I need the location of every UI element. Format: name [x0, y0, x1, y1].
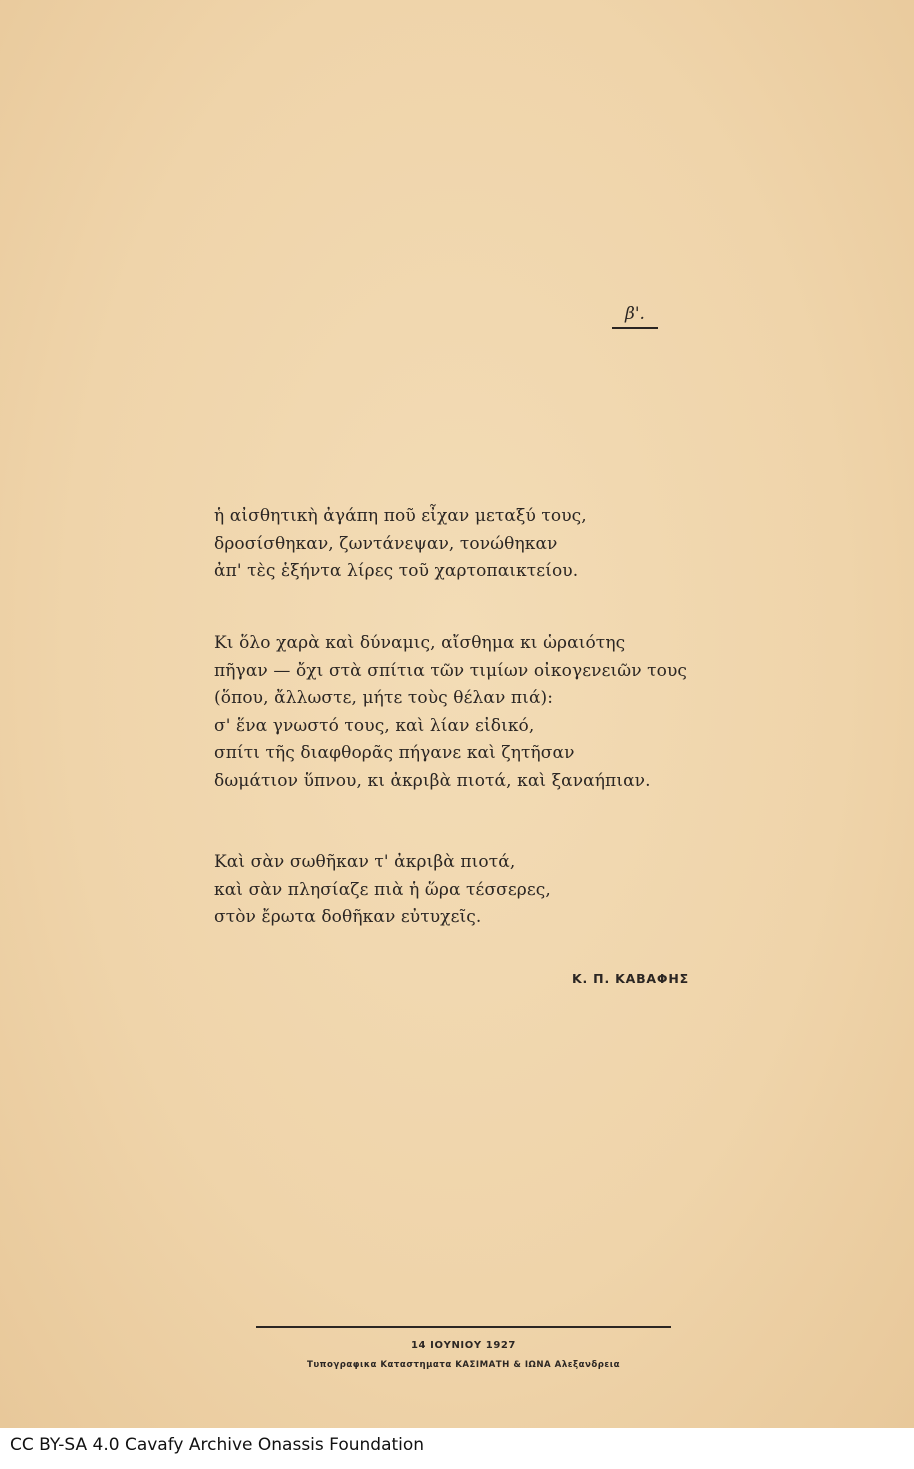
poem-line: σπίτι τῆς διαφθορᾶς πήγανε καὶ ζητῆσαν [214, 743, 575, 763]
poem-line: δωμάτιον ὕπνου, κι ἀκριβὰ πιοτά, καὶ ξαναήπιαν. [214, 770, 651, 791]
poem-stanza-1 [214, 503, 587, 586]
poem-line: δροσίσθηκαν, ζωντάνεψαν, τονώθηκαν [214, 533, 558, 554]
poem-line: Κι ὅλο χαρὰ καὶ δύναμις, αἴσθημα κι ὡραιότης [214, 633, 626, 653]
poem-line: πῆγαν — ὄχι στὰ σπίτια τῶν τιμίων οἰκογενειῶν τους [214, 660, 688, 681]
poem-line: Καὶ σὰν σωθῆκαν τ' ἀκριβὰ πιοτά, [214, 852, 516, 872]
poem-line: στὸν ἔρωτα δοθῆκαν εὐτυχεῖς. [214, 907, 482, 927]
colophon-divider [256, 1326, 671, 1328]
poem-line: ἀπ' τὲς ἑξήντα λίρες τοῦ χαρτοπαικτείου. [214, 561, 579, 581]
poem-stanza-3 [214, 849, 551, 932]
colophon-printer: Τυπογραφικα Καταστηματα ΚΑΣΙΜΑΤΗ & ΙΩΝΑ Αλεξανδρεια [307, 1360, 620, 1370]
poem-stanza-2 [214, 630, 687, 795]
archive-credit: CC BY-SA 4.0 Cavafy Archive Onassis Foundation [10, 1435, 425, 1455]
poem-line: καὶ σὰν πλησίαζε πιὰ ἡ ὥρα τέσσερες, [214, 879, 551, 900]
poem-line: (ὅπου, ἄλλωστε, μήτε τοὺς θέλαν πιά): [214, 688, 554, 708]
poem-line: σ' ἕνα γνωστό τους, καὶ λίαν εἰδικό, [214, 715, 535, 736]
colophon-date: 14 ΙΟΥΝΙΟΥ 1927 [410, 1340, 516, 1351]
poem-line: ἡ αἰσθητικὴ ἀγάπη ποῦ εἶχαν μεταξύ τους, [214, 506, 587, 526]
author-signature: Κ. Π. ΚΑΒΑΦΗΣ [572, 971, 689, 986]
section-mark: β'. [612, 303, 658, 329]
